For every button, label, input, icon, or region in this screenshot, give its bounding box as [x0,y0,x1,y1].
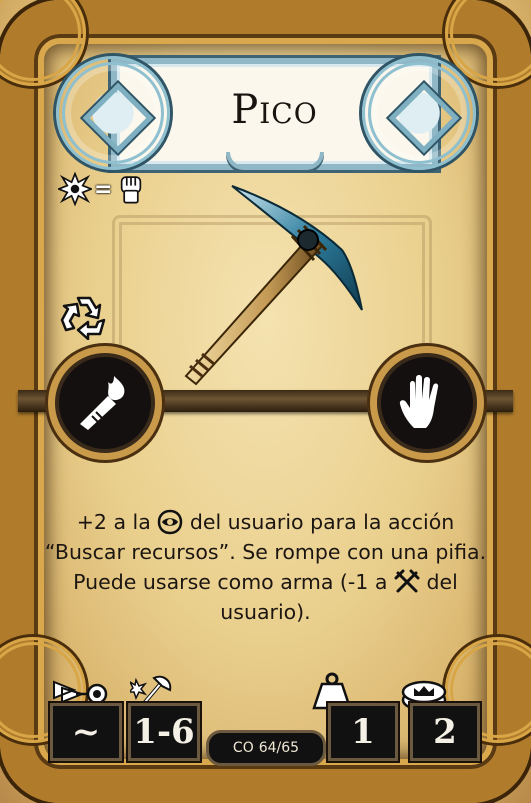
stat-range: ~ [50,703,122,761]
card-title: Pico [231,87,318,133]
description-line-1 [40,507,491,537]
stat-weight: 1 [328,703,398,761]
rule-symbol [58,172,148,206]
eye-icon [157,509,183,535]
fist-icon [114,172,148,206]
crossed-swords-icon [394,569,420,595]
recycle-icon [60,294,110,340]
title-banner [56,50,476,162]
stat-damage: 1-6 [128,703,200,761]
card-code [206,730,326,766]
description-line-3 [40,567,491,627]
pickaxe-icon [170,180,390,390]
description-text: del usuario). [220,570,458,624]
description-text: del usuario para la acción [189,510,455,534]
card-description [40,507,491,627]
card-set: CO [232,740,254,756]
description-text: +2 a la [76,510,151,534]
hand-medallion [370,346,484,460]
hand-icon [396,372,458,434]
description-text: Puede usarse como arma (-1 a [73,570,388,594]
stat-price: 2 [410,703,480,761]
card-number: 64/65 [258,740,300,756]
burst-icon [58,172,92,206]
equals-sign: = [94,176,113,202]
torch-icon [74,372,136,434]
torch-medallion [48,346,162,460]
description-line-2: “Buscar recursos”. Se rompe con una pifia. [44,540,487,564]
